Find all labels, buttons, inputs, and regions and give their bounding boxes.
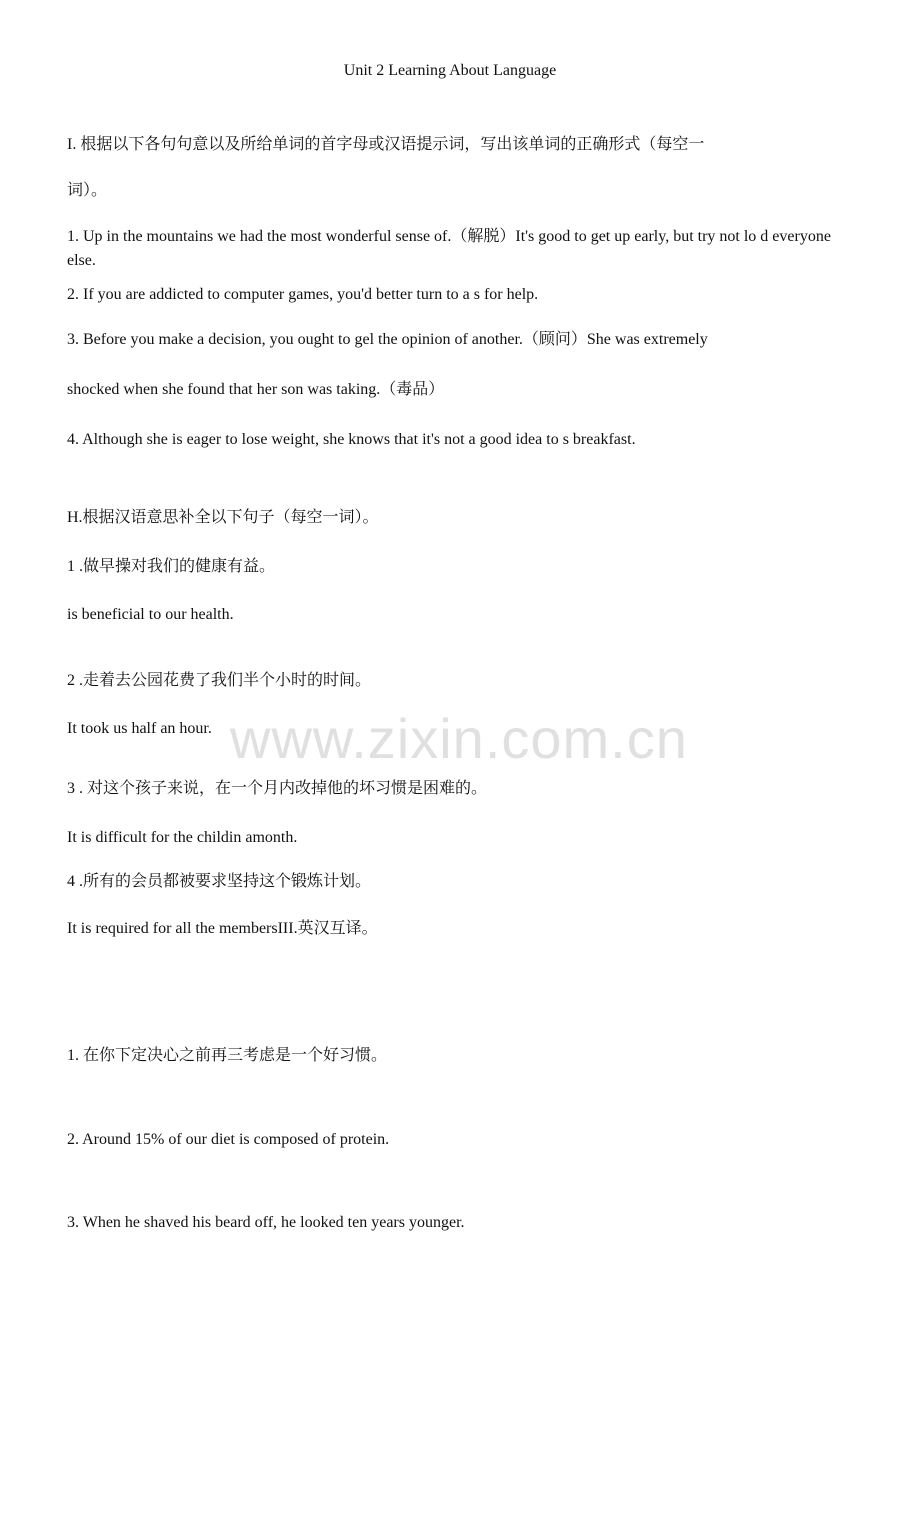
section-2-heading: H.根据汉语意思补全以下句子（每空一词）。: [67, 509, 379, 526]
section-3-item-1: 1. 在你下定决心之前再三考虑是一个好习惯。: [67, 1047, 388, 1064]
translation-item-4-chinese: 4 .所有的会员都被要求坚持这个锻炼计划。: [67, 873, 372, 890]
section-3-item-2: 2. Around 15% of our diet is composed of protein.: [67, 1131, 390, 1148]
question-4: 4. Although she is eager to lose weight, she knows that it's not a good idea to s breakfast.: [67, 431, 636, 448]
question-3: 3. Before you make a decision, you ought to gel the opinion of another.（顾问）She was extremely: [67, 331, 708, 348]
question-3-continued: shocked when she found that her son was taking.（毒品）: [67, 381, 445, 398]
question-1: 1. Up in the mountains we had the most wonderful sense of.（解脱）It's good to get up early, but try not lo d everyone else.: [67, 228, 831, 269]
translation-item-1-english: is beneficial to our health.: [67, 606, 234, 623]
document-title: Unit 2 Learning About Language: [343, 62, 557, 79]
section-1-heading: I. 根据以下各句句意以及所给单词的首字母或汉语提示词，写出该单词的正确形式（每空一: [67, 136, 705, 153]
section-3-item-3: 3. When he shaved his beard off, he looked ten years younger.: [67, 1214, 465, 1231]
translation-item-3-english: It is difficult for the childin amonth.: [67, 829, 298, 846]
watermark-text: www.zixin.com.cn: [230, 707, 688, 770]
translation-item-3-chinese: 3 . 对这个孩子来说，在一个月内改掉他的坏习惯是困难的。: [67, 780, 488, 797]
translation-item-1-chinese: 1 .做早操对我们的健康有益。: [67, 558, 276, 575]
translation-item-2-chinese: 2 .走着去公园花费了我们半个小时的时间。: [67, 672, 372, 689]
translation-item-4-english: It is required for all the membersIII.英汉互译。: [67, 920, 378, 937]
section-1-heading-continued: 词）。: [67, 182, 108, 199]
translation-item-2-english: It took us half an hour.: [67, 720, 212, 737]
question-2: 2. If you are addicted to computer games, you'd better turn to a s for help.: [67, 286, 539, 303]
